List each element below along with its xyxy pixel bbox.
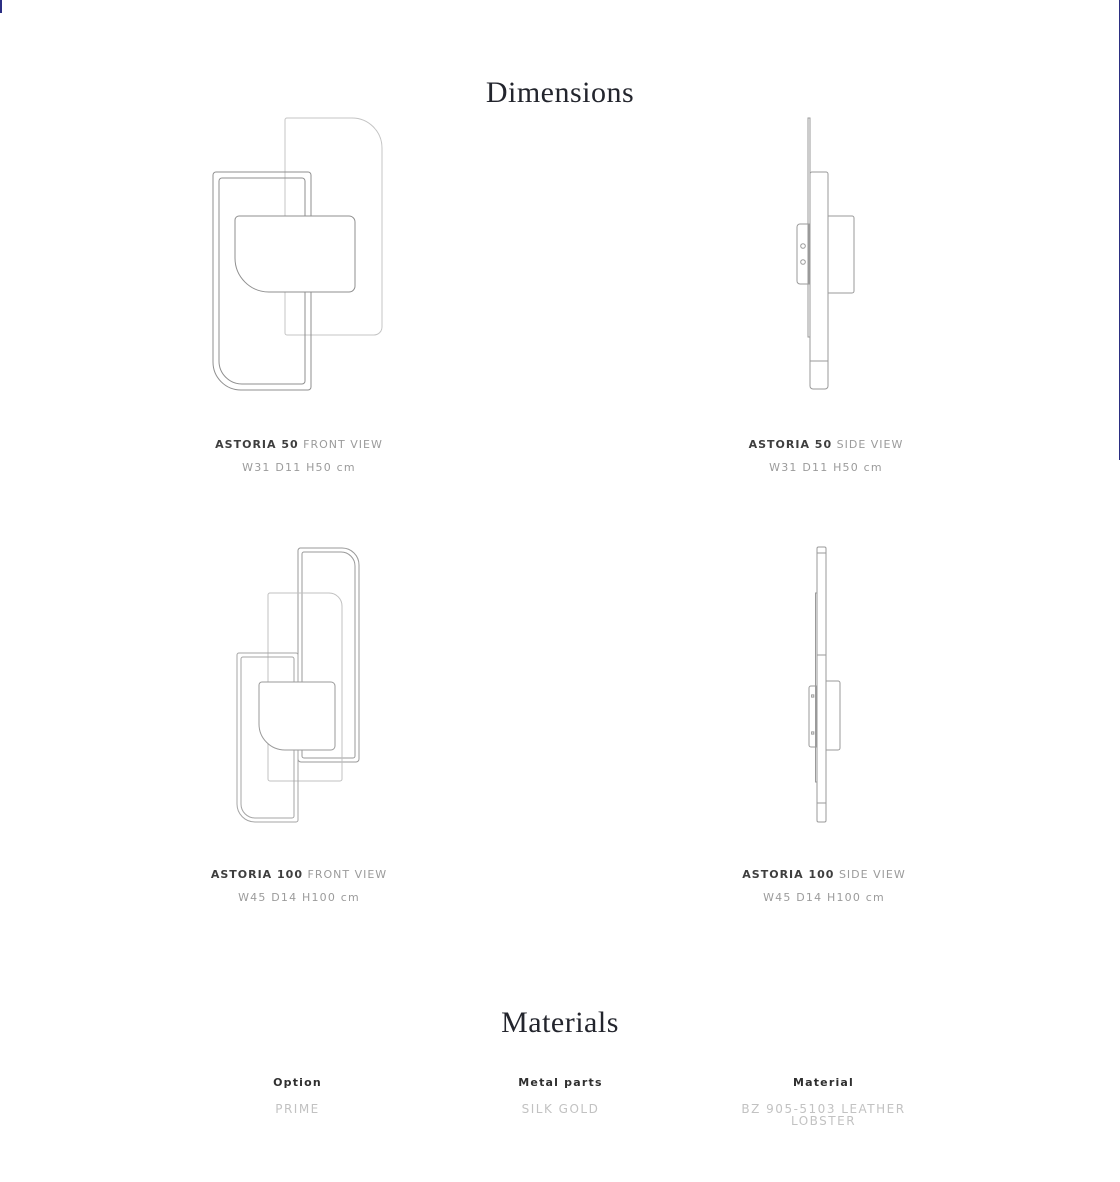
material-column-metal-parts [429, 1076, 692, 1115]
astoria-100-side-svg [807, 546, 842, 824]
dimensions-section-title: Dimensions [485, 76, 635, 110]
material-column-value: BZ 905-5103 LEATHER LOBSTER [741, 1102, 906, 1128]
materials-section-title: Materials [501, 1006, 619, 1040]
drawing-dimensions: W45 D14 H100 cm [763, 891, 885, 904]
drawing-title [626, 438, 1026, 452]
astoria-50-side-label [626, 438, 1026, 475]
drawing-title [624, 868, 1024, 882]
astoria-100-front-drawing [235, 546, 361, 824]
left-edge-accent [0, 0, 2, 13]
material-column-value: PRIME [275, 1102, 320, 1116]
astoria-100-side-drawing [807, 546, 842, 824]
astoria-100-front-svg [235, 546, 361, 824]
drawing-title [99, 868, 499, 882]
view-name: SIDE VIEW [836, 438, 904, 451]
material-column-option [166, 1076, 429, 1115]
material-column-material [692, 1076, 955, 1127]
material-column-label: Metal parts [518, 1076, 603, 1089]
astoria-50-front-label [99, 438, 499, 475]
material-column-label: Material [792, 1076, 855, 1089]
drawing-dimensions: W31 D11 H50 cm [242, 461, 356, 474]
astoria-50-front-drawing [212, 117, 387, 391]
view-name: SIDE VIEW [838, 868, 906, 881]
astoria-50-side-drawing [794, 117, 858, 391]
model-name: ASTORIA 100 [742, 868, 835, 881]
astoria-50-side-svg [794, 117, 858, 391]
model-name: ASTORIA 50 [748, 438, 833, 451]
view-name: FRONT VIEW [307, 868, 388, 881]
astoria-50-front-svg [212, 117, 387, 391]
drawing-title [99, 438, 499, 452]
material-column-label: Option [273, 1076, 322, 1089]
astoria-100-side-label [624, 868, 1024, 905]
material-column-value: SILK GOLD [521, 1102, 600, 1116]
astoria-100-front-label [99, 868, 499, 905]
view-name: FRONT VIEW [303, 438, 383, 451]
drawing-dimensions: W31 D11 H50 cm [769, 461, 883, 474]
model-name: ASTORIA 100 [210, 868, 303, 881]
model-name: ASTORIA 50 [215, 438, 299, 451]
drawing-dimensions: W45 D14 H100 cm [238, 891, 360, 904]
